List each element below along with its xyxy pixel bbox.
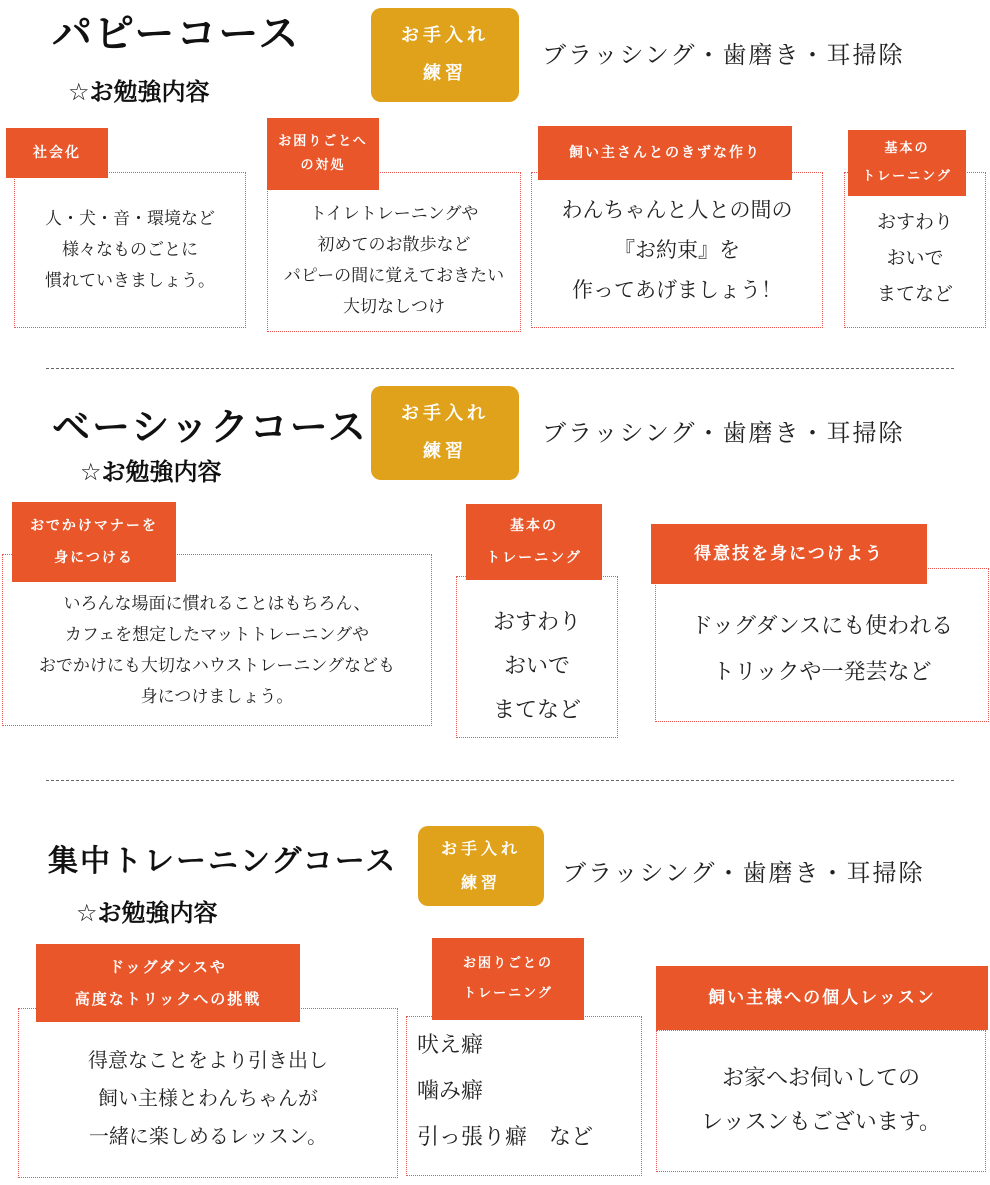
care-practice-badge [418, 826, 544, 906]
topic-label-text: 高度なトリックへの挑戦 [74, 990, 262, 1008]
topic-text: おすわり [492, 610, 581, 635]
topic-box [14, 172, 246, 328]
care-badge-line2: 練習 [423, 63, 467, 84]
topic-label-text: 基本の [510, 518, 558, 534]
topic-text: まてなど [492, 698, 581, 723]
topic-text: ドッグダンスにも使われる [690, 614, 954, 639]
topic-text: お家へお伺いしての [721, 1066, 920, 1091]
course-title-intensive: 集中トレーニングコース [48, 844, 398, 879]
topic-label-text: トレーニング [486, 550, 582, 566]
care-badge-line1: お手入れ [401, 25, 489, 46]
topic-label-text: トレーニング [862, 169, 952, 184]
topic-text: トイレトレーニングや [309, 204, 479, 224]
care-items: ブラッシング・歯磨き・耳掃除 [542, 419, 905, 447]
topic-text: パピーの間に覚えておきたい [283, 266, 505, 286]
topic-text: トリックや一発芸など [712, 660, 932, 685]
topic-text: 一緒に楽しめるレッスン。 [88, 1124, 328, 1148]
course-title-basic: ベーシックコース [52, 405, 368, 449]
care-badge-line2: 練習 [460, 873, 501, 892]
topic-box [655, 568, 989, 722]
section-divider [46, 368, 954, 369]
care-items: ブラッシング・歯磨き・耳掃除 [562, 859, 925, 887]
topic-box [267, 172, 521, 332]
topic-text: 飼い主様とわんちゃんが [98, 1086, 318, 1110]
topic-label [36, 944, 300, 1022]
topic-box [531, 172, 823, 328]
topic-label [6, 128, 108, 178]
study-heading: ☆お勉強内容 [76, 899, 218, 927]
topic-label [651, 524, 927, 584]
care-items: ブラッシング・歯磨き・耳掃除 [542, 41, 905, 69]
topic-label [656, 966, 988, 1030]
topic-text: 得意なことをより引き出し [88, 1048, 328, 1072]
topic-text: おすわり [876, 211, 953, 233]
topic-label-text: 飼い主様への個人レッスン [708, 988, 936, 1008]
care-badge-line2: 練習 [423, 441, 467, 462]
topic-text: 吠え癖 [417, 1033, 484, 1058]
topic-label [466, 504, 602, 580]
topic-text: レッスンもございます。 [700, 1110, 942, 1135]
topic-text: 様々なものごとに [62, 239, 198, 260]
topic-text: カフェを想定したマットトレーニングや [64, 625, 370, 645]
topic-label-text: 社会化 [33, 145, 81, 161]
topic-box [656, 1030, 986, 1172]
topic-text: わんちゃんと人との間の [561, 198, 793, 222]
study-heading: ☆お勉強内容 [68, 78, 210, 106]
topic-text: 大切なしつけ [343, 297, 445, 317]
topic-box [406, 1016, 642, 1176]
topic-text: 作ってあげましょう！ [572, 278, 782, 302]
topic-text: 引っ張り癖 など [417, 1125, 594, 1150]
topic-text: 人・犬・音・環境など [45, 208, 215, 229]
course-title-puppy: パピーコース [52, 11, 301, 57]
topic-text: おでかけにも大切なハウストレーニングなども [39, 656, 395, 676]
topic-label-text: 飼い主さんとのきずな作り [569, 145, 761, 161]
care-badge-line1: お手入れ [401, 403, 489, 424]
topic-label-text: トレーニング [463, 986, 553, 1001]
topic-label-text: 身につける [54, 550, 134, 566]
section-divider [46, 780, 954, 781]
topic-text: 身につけましょう。 [140, 687, 294, 707]
topic-text: おいで [503, 654, 570, 679]
care-badge-line1: お手入れ [440, 839, 521, 858]
topic-text: いろんな場面に慣れることはもちろん、 [63, 594, 371, 614]
topic-label [538, 126, 792, 180]
topic-label-text: 基本の [884, 141, 930, 156]
topic-box [18, 1008, 398, 1178]
topic-box [456, 576, 618, 738]
topic-label-text: お困りごとの [462, 956, 553, 971]
topic-label-text: おでかけマナーを [30, 518, 158, 534]
topic-label-text: の対処 [300, 158, 346, 173]
topic-text: おいで [886, 247, 944, 269]
topic-label [267, 118, 379, 190]
topic-label [432, 938, 584, 1020]
topic-text: まてなど [876, 283, 953, 305]
topic-text: 慣れていきましょう。 [45, 270, 215, 291]
topic-text: 初めてのお散歩など [317, 235, 471, 255]
topic-label-text: お困りごとへ [278, 134, 368, 149]
topic-label [12, 502, 176, 582]
care-practice-badge [371, 386, 519, 480]
care-practice-badge [371, 8, 519, 102]
topic-text: 噛み癖 [417, 1079, 484, 1104]
topic-label [848, 130, 966, 196]
topic-text: 『お約束』を [614, 238, 740, 262]
topic-label-text: 得意技を身につけよう [694, 544, 884, 564]
topic-label-text: ドッグダンスや [109, 958, 227, 976]
study-heading: ☆お勉強内容 [80, 458, 222, 486]
